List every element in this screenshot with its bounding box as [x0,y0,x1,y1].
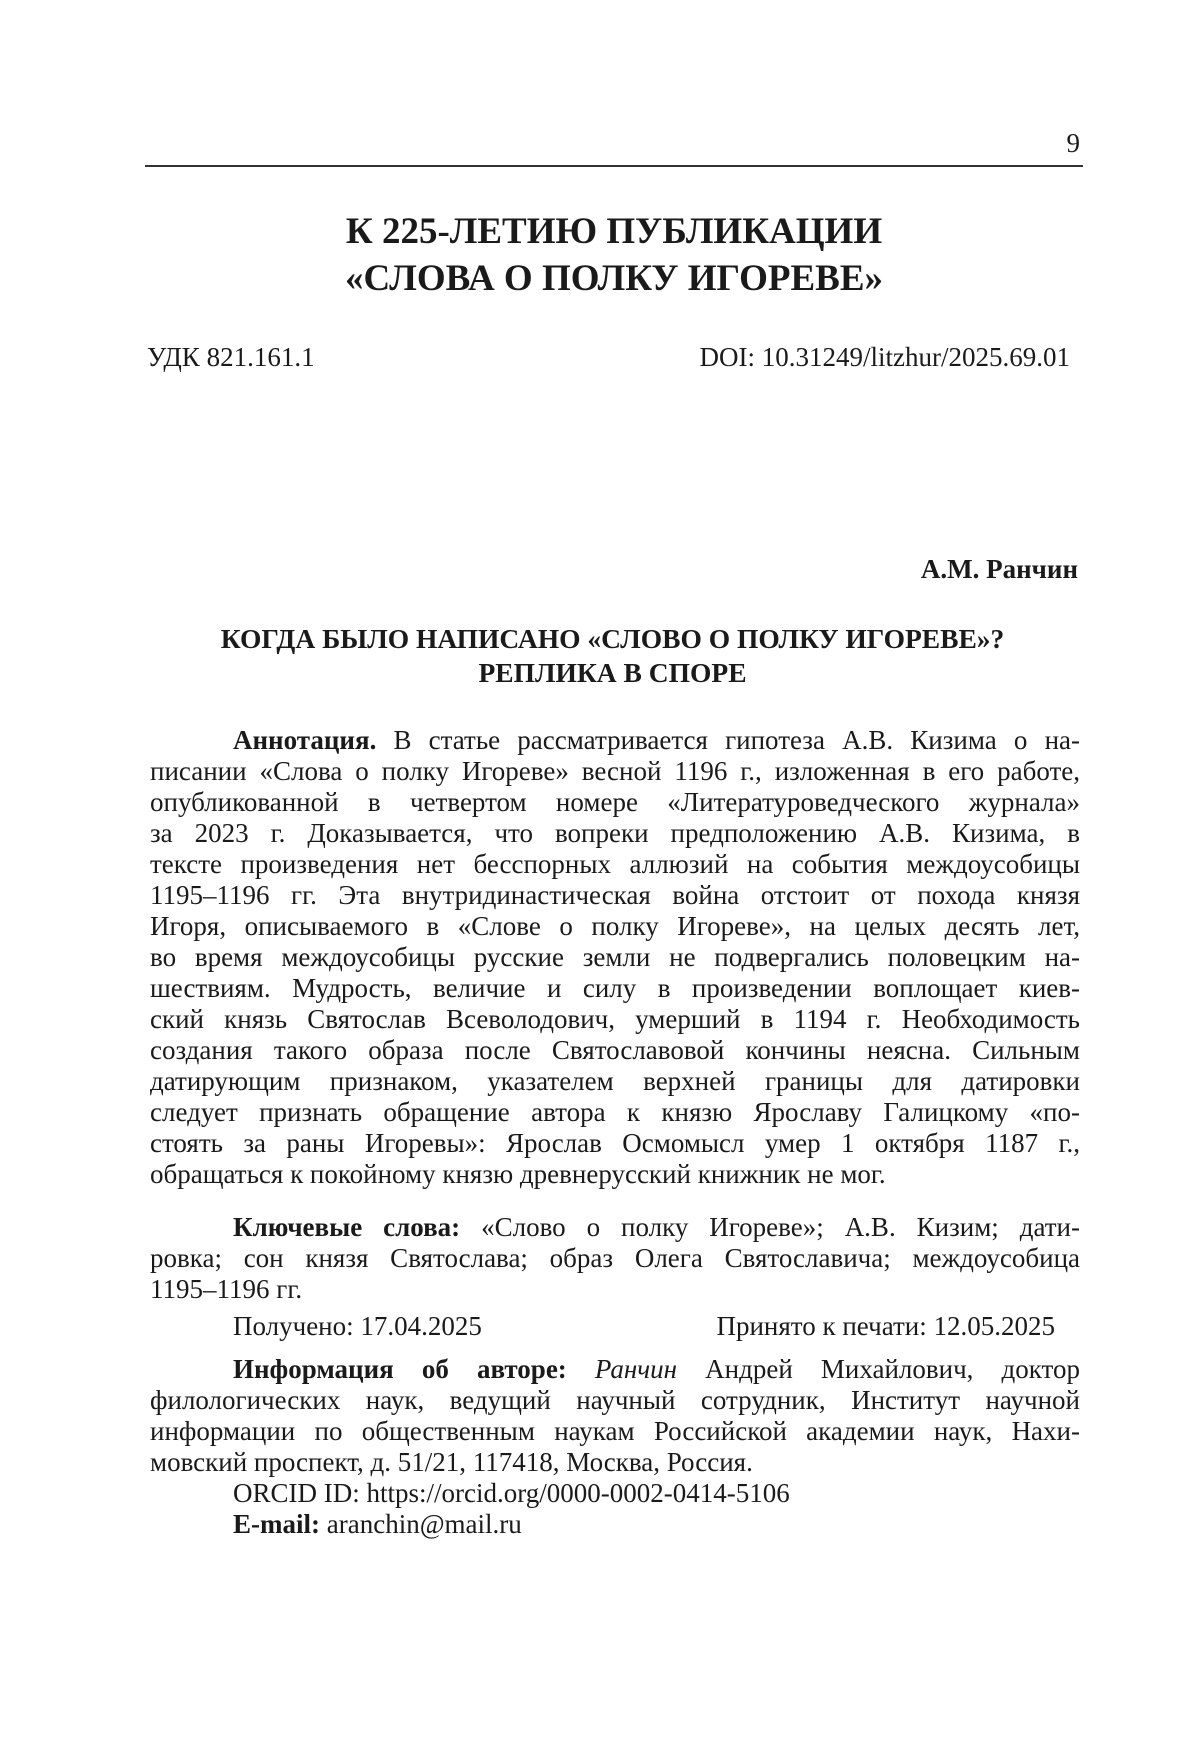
received-date: Получено: 17.04.2025 [233,1311,482,1341]
annotation-label: Аннотация. [233,725,377,755]
annotation-line: создания такого образа после Святославовой кончины неясна. Сильным [150,1035,1080,1065]
article-title [145,622,1080,690]
article-title-line-1: КОГДА БЫЛО НАПИСАНО «СЛОВО О ПОЛКУ ИГОРЕВЕ»? [220,623,1005,654]
keywords-first-line-text: «Слово о полку Игореве»; А.В. Кизим; дати- [460,1212,1080,1242]
annotation-line: 1195–1196 гг. Эта внутридинастическая война отстоит от похода князя [150,880,1080,910]
author-name: А.М. Ранчин [920,554,1078,584]
email-label: E-mail: [233,1509,320,1539]
annotation-line: шествиям. Мудрость, величие и силу в произведении воплощает киев- [150,973,1080,1003]
page-number: 9 [1066,128,1080,158]
author-info-line [150,1354,1080,1385]
section-title-line-1: К 225-ЛЕТИЮ ПУБЛИКАЦИИ [345,211,883,252]
keywords-line [150,1212,1080,1243]
annotation-line: обращаться к покойному князю древнерусский книжник не мог. [150,1159,886,1189]
section-title [145,208,1083,302]
keywords [150,1212,1080,1305]
author-info-label: Информация об авторе: [233,1354,567,1384]
email-address[interactable]: aranchin@mail.ru [320,1509,522,1539]
orcid-id[interactable]: ORCID ID: https://orcid.org/0000-0002-0414-5106 [233,1478,790,1508]
email-line [233,1509,522,1540]
annotation-line: датирующим признаком, указателем верхней границы для датировки [150,1066,1080,1096]
keywords-label: Ключевые слова: [233,1212,461,1242]
annotation-first-line-text: В статье рассматривается гипотеза А.В. Кизима о на- [376,725,1080,755]
annotation-line: ский князь Святослав Всеволодович, умерший в 1194 г. Необходимость [150,1004,1080,1034]
author-info-line: мовский проспект, д. 51/21, 117418, Москва, Россия. [150,1447,753,1477]
annotation-line: стоять за раны Игоревы»: Ярослав Осмомысл умер 1 октября 1187 г., [150,1128,1080,1158]
annotation-line: опубликованной в четвертом номере «Литературоведческого журнала» [150,787,1080,817]
annotation-line: Игоря, описываемого в «Слове о полку Игореве», на целых десять лет, [150,911,1080,941]
author-info-surname: Ранчин [594,1354,678,1384]
annotation-line: во время междоусобицы русские земли не подвергались половецким на- [150,942,1080,972]
header-rule [145,165,1083,167]
annotation-line: писании «Слова о полку Игореве» весной 1196 г., изложенная в его работе, [150,756,1080,786]
annotation-line: за 2023 г. Доказывается, что вопреки предположению А.В. Кизима, в [150,818,1080,848]
keywords-line: ровка; сон князя Святослава; образ Олега Святославича; междоусобица [150,1243,1080,1273]
annotation-line [150,725,1080,756]
author-info-line: информации по общественным наукам Российской академии наук, Нахи- [150,1416,1080,1446]
accepted-date: Принято к печати: 12.05.2025 [716,1311,1055,1341]
author-info [150,1354,1080,1478]
annotation-line: следует признать обращение автора к князю Ярославу Галицкому «по- [150,1097,1080,1127]
article-title-line-2: РЕПЛИКА В СПОРЕ [478,657,747,688]
annotation [150,725,1080,1190]
section-title-line-2: «СЛОВА О ПОЛКУ ИГОРЕВЕ» [344,258,884,299]
keywords-line: 1195–1196 гг. [150,1274,303,1304]
author-info-first-line-text: Андрей Михайлович, доктор [677,1354,1080,1384]
annotation-line: тексте произведения нет бесспорных аллюзий на события междоусобицы [150,849,1080,879]
author-info-line: филологических наук, ведущий научный сотрудник, Институт научной [150,1385,1080,1415]
udk-code: УДК 821.161.1 [147,342,315,372]
doi: DOI: 10.31249/litzhur/2025.69.01 [699,342,1070,372]
